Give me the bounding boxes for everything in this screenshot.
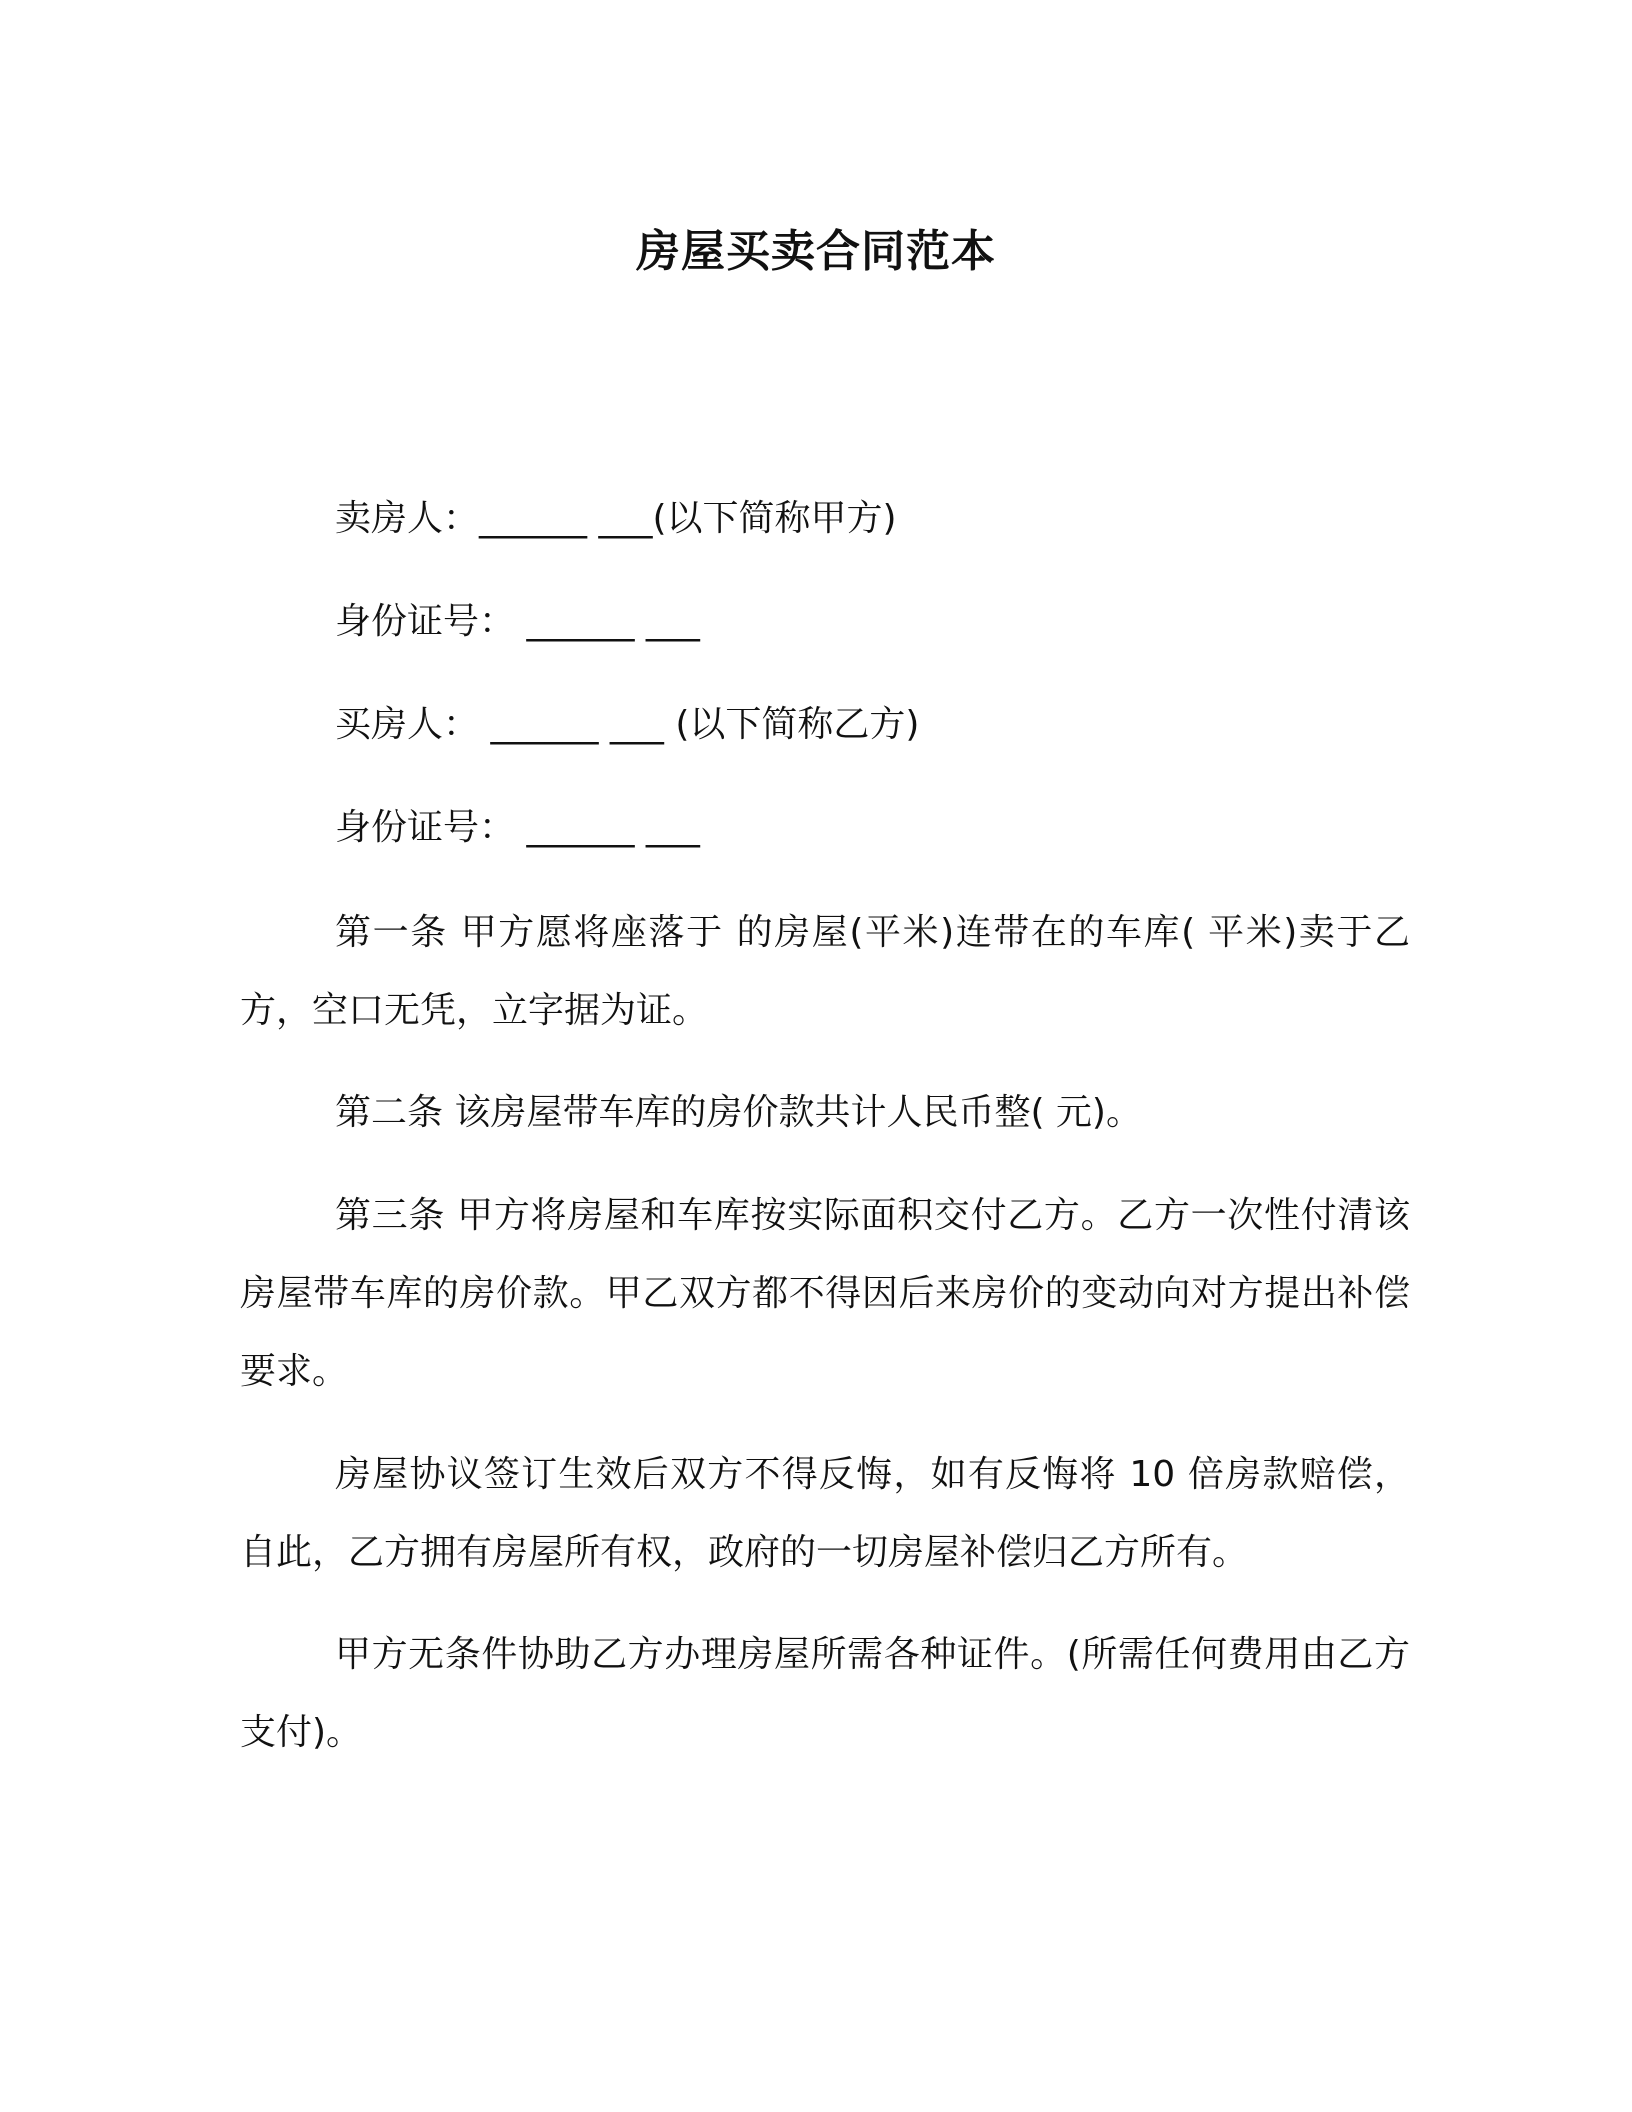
article-1-paragraph: 第一条 甲方愿将座落于 的房屋(平米)连带在的车库( 平米)卖于乙方，空口无凭，立字据为证。 (240, 912, 1410, 1031)
seller-id-field: 身份证号： ______ ___ (335, 601, 700, 642)
no-repudiation-paragraph: 房屋协议签订生效后双方不得反悔，如有反悔将 10 倍房款赔偿，自此，乙方拥有房屋所有权，政府的一切房屋补偿归乙方所有。 (240, 1454, 1410, 1573)
article-3-paragraph: 第三条 甲方将房屋和车库按实际面积交付乙方。乙方一次性付清该房屋带车库的房价款。甲乙双方都不得因后来房价的变动向对方提出补偿要求。 (240, 1195, 1410, 1392)
article-2-paragraph: 第二条 该房屋带车库的房价款共计人民币整( 元)。 (335, 1092, 1142, 1133)
buyer-field: 买房人： ______ ___ (以下简称乙方) (335, 704, 920, 745)
assistance-paragraph: 甲方无条件协助乙方办理房屋所需各种证件。(所需任何费用由乙方支付)。 (240, 1634, 1410, 1753)
seller-field: 卖房人：______ ___(以下简称甲方) (335, 498, 897, 539)
document-title: 房屋买卖合同范本 (636, 226, 996, 277)
buyer-id-field: 身份证号： ______ ___ (335, 807, 700, 848)
